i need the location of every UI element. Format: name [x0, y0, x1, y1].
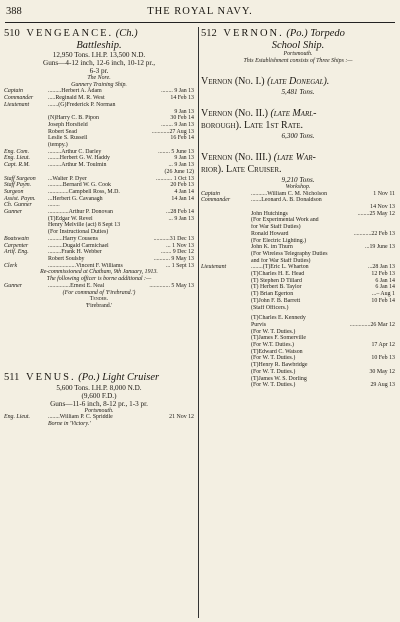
officer-date: 14 Jan 14 — [171, 195, 194, 202]
officer-row — [4, 109, 194, 116]
officer-name: (T) Stephen D Tillard — [251, 277, 302, 284]
officer-row — [4, 142, 194, 149]
officer-rank — [201, 284, 251, 291]
officer-name: John Hutchings — [251, 210, 288, 217]
vernon-3-heading: Vernon (No. III.) (late War- — [201, 151, 316, 163]
officer-rank: Assist. Paym. — [4, 195, 36, 202]
officer-indent — [201, 329, 251, 336]
officer-date: 29 Aug 13 — [370, 382, 395, 389]
officer-date: ... 1 Sept 13 — [165, 262, 194, 269]
officer-row — [201, 298, 395, 305]
officer-name — [48, 169, 163, 176]
officer-name: ...........William C. M. Nicholson — [251, 190, 328, 197]
officer-name: .........Herbert A. Adam — [48, 88, 102, 95]
officer-name: ........ — [48, 202, 60, 209]
venus-borne: Borne in 'Victory.' — [48, 421, 91, 428]
officer-name: Henry Melville (act) 8 Sept 13 — [48, 222, 121, 229]
officer-name: (T) Brian Egerton — [251, 291, 294, 298]
officer-rank: Staff Paym. — [4, 182, 32, 189]
officer-date: ........... 9 May 13 — [153, 255, 194, 262]
running-title: THE ROYAL NAVY. — [147, 6, 253, 17]
officer-rank: Lieutenant — [201, 264, 227, 271]
officer-name: .......(G)Frederick P. Norman — [48, 101, 116, 108]
command-note: (For command of 'Firebrand.') — [62, 289, 136, 296]
officer-row — [4, 162, 194, 169]
officer-rank: Commander — [4, 95, 34, 102]
officer-name — [48, 109, 172, 116]
officer-name: .........Arthur C. Darley — [48, 148, 102, 155]
officer-row — [4, 135, 194, 142]
officer-row — [4, 102, 194, 109]
officer-row — [201, 264, 395, 271]
officer-rank: Gunner — [4, 209, 22, 216]
officer-row — [201, 355, 395, 362]
officer-name: (T)James W. S. Dorling — [251, 375, 307, 382]
officer-name: ..............Campbell Ross, M.D. — [48, 188, 120, 195]
officer-row — [4, 155, 194, 162]
officer-row — [201, 204, 395, 211]
vernon-officer-list — [201, 191, 395, 312]
officer-date: 6 Jan 14 — [375, 277, 395, 284]
officer-rank — [201, 258, 251, 265]
officer-rank — [201, 298, 251, 305]
officer-row — [4, 129, 194, 136]
officer-name: ..........Harry Cousens — [48, 235, 98, 242]
officer-rank — [201, 305, 251, 312]
officer-rank — [4, 115, 48, 122]
officer-row — [201, 211, 395, 218]
tender-label: Tender. — [89, 296, 109, 303]
recommission-note: Re-commissioned at Chatham, 9th January, 1913. — [40, 269, 158, 276]
officer-rank — [201, 204, 251, 211]
officer-name: (For Instructional Duties) — [48, 229, 109, 236]
officer-indent — [201, 355, 251, 362]
officer-row — [4, 189, 194, 196]
officer-name: Leslie S. Russell — [48, 135, 88, 142]
officer-indent — [201, 349, 251, 356]
officer-row — [4, 176, 194, 183]
officer-rank — [4, 256, 48, 263]
officer-date: ............22 Feb 13 — [353, 230, 395, 237]
officer-date: ............27 Aug 13 — [151, 128, 194, 135]
officer-row — [4, 122, 194, 129]
officer-rank: Surgeon — [4, 188, 24, 195]
officer-row — [201, 315, 395, 322]
officer-rank: Commander — [201, 197, 231, 204]
officer-date: ...– Aug 1 — [371, 291, 395, 298]
officer-rank — [4, 122, 48, 129]
officer-name: John K. im Thurn — [251, 244, 293, 251]
officer-rank: Artif. Eng. — [4, 249, 29, 256]
officer-date: 6 Jan 14 — [375, 284, 395, 291]
officer-row — [4, 115, 194, 122]
officer-date: 9 Jan 13 — [174, 155, 194, 162]
venus-eng-row: Eng. Lieut. ........William P. C. Spriddle 21 Nov 12 — [4, 414, 194, 421]
officer-row — [4, 222, 194, 229]
officer-rank: Boatswain — [4, 235, 29, 242]
tender-name: 'Firebrand.' — [85, 302, 113, 309]
officer-name: (For W. T. Duties.) — [251, 355, 296, 362]
officer-indent — [201, 382, 251, 389]
officer-date: 20 Feb 13 — [170, 182, 194, 189]
officer-row — [201, 278, 395, 285]
officer-name: ..........Bernard W. G. Cook — [48, 182, 111, 189]
venus-tonnage-2: (9,600 F.D.) — [81, 391, 117, 400]
officer-row — [201, 305, 395, 312]
officer-rank: Eng. Lieut. — [4, 155, 31, 162]
officer-row — [201, 362, 395, 369]
gunner-row: Gunner ...............Ernest E. Neal .............. 5 May 13 — [4, 282, 194, 289]
officer-rank — [201, 211, 251, 218]
vernon-1-tons: 5,481 Tons. — [281, 87, 315, 96]
officer-rank — [201, 271, 251, 278]
officer-name: .........Arthur M. Toulmin — [48, 162, 107, 169]
officer-date: 9 Jan 13 — [174, 108, 194, 115]
officer-rank — [201, 238, 251, 245]
officer-row — [201, 197, 395, 204]
following-note: The following officer is borne additional :— — [46, 276, 152, 283]
officer-name: ........(T)Eric L. Wharton — [251, 264, 309, 271]
officer-date: ...........31 Dec 13 — [153, 235, 194, 242]
officer-rank — [201, 231, 251, 238]
officer-rank: Eng. Com. — [4, 148, 30, 155]
vernon-2-tons: 6,300 Tons. — [281, 131, 315, 140]
vernon-3-tons: 9,210 Tons. — [281, 175, 315, 184]
officer-date: ........... 1 Oct 13 — [156, 175, 194, 182]
officer-rank — [201, 291, 251, 298]
officer-rank — [4, 222, 48, 229]
officer-row — [201, 217, 395, 224]
officer-name: (For Electric Lighting.) — [251, 237, 307, 244]
officer-name: (T)Edward C. Watson — [251, 348, 303, 355]
officer-row — [4, 149, 194, 156]
header-rule — [5, 22, 395, 23]
officer-name: ...Herbert G. Cavanagh — [48, 195, 103, 202]
officer-row — [4, 202, 194, 209]
vengeance-note: The Nore. — [87, 75, 111, 81]
vengeance-officer-list — [4, 88, 194, 269]
officer-row — [4, 249, 194, 256]
vernon-establishment: This Establishment consists of Three Ships :— — [243, 57, 353, 64]
officer-date: (26 June 12) — [164, 168, 194, 175]
officer-name: (T)Charles H. E. Head — [251, 271, 305, 278]
vernon-2-heading-2: borough). Late 1st Rate. — [201, 120, 304, 132]
officer-date: 14 Nov 13 — [370, 204, 395, 211]
officer-row — [201, 349, 395, 356]
officer-name: Robert Soulsby — [48, 255, 85, 262]
vernon-officer-list-2 — [201, 315, 395, 389]
officer-row — [201, 369, 395, 376]
officer-name: (For W. T. Duties.) — [251, 328, 296, 335]
vernon-3-sub: Workshop. — [285, 183, 311, 190]
officer-row — [4, 169, 194, 176]
officer-row — [201, 238, 395, 245]
officer-date: 10 Feb 13 — [371, 355, 395, 362]
officer-row — [4, 263, 194, 270]
vengeance-tonnage: 12,950 Tons. I.H.P. 13,500 N.D. — [52, 51, 146, 59]
officer-name: (T)Edgar W. Revel — [48, 215, 93, 222]
officer-indent — [201, 376, 251, 383]
officer-row — [201, 251, 395, 258]
officer-name: (For W.T. Duties.) — [251, 342, 294, 349]
officer-date: ........ 9 Jan 13 — [161, 88, 194, 95]
officer-row — [4, 229, 194, 236]
officer-date: ... 1 Nov 13 — [166, 242, 194, 249]
officer-date: ....... 9 Dec 12 — [160, 249, 194, 256]
officer-date: 12 Feb 13 — [371, 271, 395, 278]
officer-rank: Captain — [201, 190, 220, 197]
officer-date: ... 9 Jan 13 — [168, 215, 194, 222]
officer-date: 30 May 12 — [369, 368, 395, 375]
officer-name: (For Wireless Telegraphy Duties — [251, 250, 328, 257]
vernon-3-heading-2: rior). Late Cruiser. — [201, 164, 282, 176]
venus-station: Portsmouth. — [84, 407, 114, 414]
officer-date: ... 9 Jan 13 — [168, 162, 194, 169]
officer-name: Joseph Horsfield — [48, 121, 88, 128]
officer-date: 30 Feb 14 — [170, 115, 194, 122]
officer-date: ........25 May 12 — [357, 210, 395, 217]
officer-name: .....Reginald M. R. West — [48, 95, 105, 102]
officer-name: (T)James F. Somerville — [251, 335, 306, 342]
officer-row — [4, 182, 194, 189]
officer-name: Purvis — [251, 321, 267, 328]
officer-row — [4, 196, 194, 203]
officer-row — [201, 335, 395, 342]
officer-rank — [4, 229, 48, 236]
officer-rank — [4, 109, 48, 116]
officer-name: ...Walter P. Dyer — [48, 175, 87, 182]
officer-row — [201, 271, 395, 278]
officer-row — [4, 95, 194, 102]
officer-rank: Ch. Gunner — [4, 202, 32, 209]
officer-rank — [201, 217, 251, 224]
column-divider — [198, 27, 199, 618]
officer-rank — [201, 251, 251, 258]
officer-date: ..............26 Mar 12 — [349, 321, 395, 328]
officer-name: (T)Charles E. Kennedy — [251, 315, 306, 322]
officer-name: (N)Harry C. B. Pipon — [48, 115, 99, 122]
officer-indent — [201, 315, 251, 322]
officer-name: (T)Henry R. Bawbridge — [251, 362, 308, 369]
officer-row — [201, 244, 395, 251]
officer-name: Robert Sead — [48, 128, 77, 135]
officer-name: (For W. T. Duties.) — [251, 382, 296, 389]
officer-name: for War Staff Duties) — [251, 224, 301, 231]
venus-tonnage: 5,600 Tons. I.H.P. 8,000 N.D. — [56, 383, 142, 392]
vernon-station: Portsmouth. — [283, 51, 313, 57]
vernon-heading: 512 VERNON. (Po.) Torpedo — [201, 28, 345, 39]
officer-row — [201, 382, 395, 389]
left-column — [4, 28, 194, 428]
officer-row — [201, 342, 395, 349]
officer-rank: Capt. R.M. — [4, 162, 30, 169]
officer-date: ...28 Feb 14 — [166, 209, 194, 216]
officer-row — [4, 236, 194, 243]
officer-row — [4, 256, 194, 263]
officer-row — [201, 322, 395, 329]
officer-name: ..............Arthur P. Donovan — [48, 209, 113, 216]
officer-date: ........ 9 Jan 13 — [161, 121, 194, 128]
officer-name — [251, 204, 368, 211]
officer-rank: Staff Surgeon — [4, 175, 36, 182]
officer-row — [201, 329, 395, 336]
venus-guns: Guns—11-6 inch, 8-12 pr., 1-3 pr. — [50, 399, 148, 408]
officer-date: 16 Feb 14 — [170, 135, 194, 142]
officer-name: (For W. T. Duties.) — [251, 368, 296, 375]
officer-row — [201, 291, 395, 298]
officer-rank: Captain — [4, 88, 23, 95]
vengeance-subtitle: Battleship. — [76, 40, 122, 51]
officer-indent — [201, 342, 251, 349]
officer-row — [201, 224, 395, 231]
officer-row — [4, 209, 194, 216]
officer-name: .......Leonard A. B. Donaldson — [251, 197, 322, 204]
officer-name: and for War Staff Duties) — [251, 257, 311, 264]
officer-rank — [201, 278, 251, 285]
officer-date: 10 Feb 14 — [371, 297, 395, 304]
officer-rank — [4, 216, 48, 223]
vengeance-guns: Guns—4-12 inch, 12-6 inch, 10-12 pr., — [43, 59, 155, 67]
officer-row — [201, 258, 395, 265]
officer-name: ...................Vincent F. Williams — [48, 262, 123, 269]
officer-indent — [201, 335, 251, 342]
venus-heading: 511 VENUS. (Po.) Light Cruiser — [4, 371, 160, 383]
officer-date: ........ 5 June 13 — [158, 148, 194, 155]
officer-row — [4, 216, 194, 223]
officer-name: .........Frank H. Webber — [48, 249, 102, 256]
officer-date: 14 Feb 13 — [170, 95, 194, 102]
officer-rank: Carpenter — [4, 242, 29, 249]
officer-rank: Lieutenant — [4, 101, 30, 108]
vernon-2-heading: Vernon (No. II.) (late Marl- — [201, 107, 317, 119]
officer-name: (Staff Officers.) — [251, 304, 289, 311]
officer-row — [201, 191, 395, 198]
officer-rank — [4, 135, 48, 142]
officer-name: (T) Herbert B. Taylor — [251, 284, 302, 291]
officer-indent — [201, 369, 251, 376]
page-number: 388 — [6, 6, 22, 17]
officer-name: ..........Dugald Carmichael — [48, 242, 109, 249]
officer-date: ...19 June 13 — [365, 244, 395, 251]
officer-indent — [201, 362, 251, 369]
officer-rank — [4, 129, 48, 136]
page-header — [6, 6, 394, 22]
officer-row — [201, 284, 395, 291]
officer-name: (For Experimental Work and — [251, 217, 319, 224]
officer-rank — [201, 224, 251, 231]
officer-row — [201, 231, 395, 238]
officer-rank — [201, 244, 251, 251]
vernon-1-heading: Vernon (No. I.) (late Donegal). — [201, 76, 330, 88]
officer-row — [4, 88, 194, 95]
officer-date: 1 Nov 11 — [373, 190, 395, 197]
officer-date: 4 Jan 14 — [174, 188, 194, 195]
officer-name: (tempy.) — [48, 142, 68, 149]
vengeance-role: Gunnery Training Ship. — [71, 81, 127, 88]
officer-date: 17 Apr 12 — [371, 342, 395, 349]
officer-row — [4, 243, 194, 250]
right-column — [201, 28, 395, 389]
officer-rank — [4, 142, 48, 149]
vengeance-heading: 510 VENGEANCE. (Ch.) — [4, 28, 138, 39]
vengeance-guns-2: 6-3 pr. — [89, 67, 109, 75]
officer-row — [201, 376, 395, 383]
officer-name: Ronald Howard — [251, 230, 289, 237]
officer-indent — [201, 322, 251, 329]
officer-name: ........Herbert G. W. Haddy — [48, 155, 111, 162]
officer-rank: Clerk — [4, 262, 18, 269]
vernon-subtitle: School Ship. — [271, 40, 325, 51]
officer-name: (T)John F. B. Barrett — [251, 297, 301, 304]
officer-date: ...28 Jan 13 — [368, 264, 395, 271]
officer-rank — [4, 169, 48, 176]
